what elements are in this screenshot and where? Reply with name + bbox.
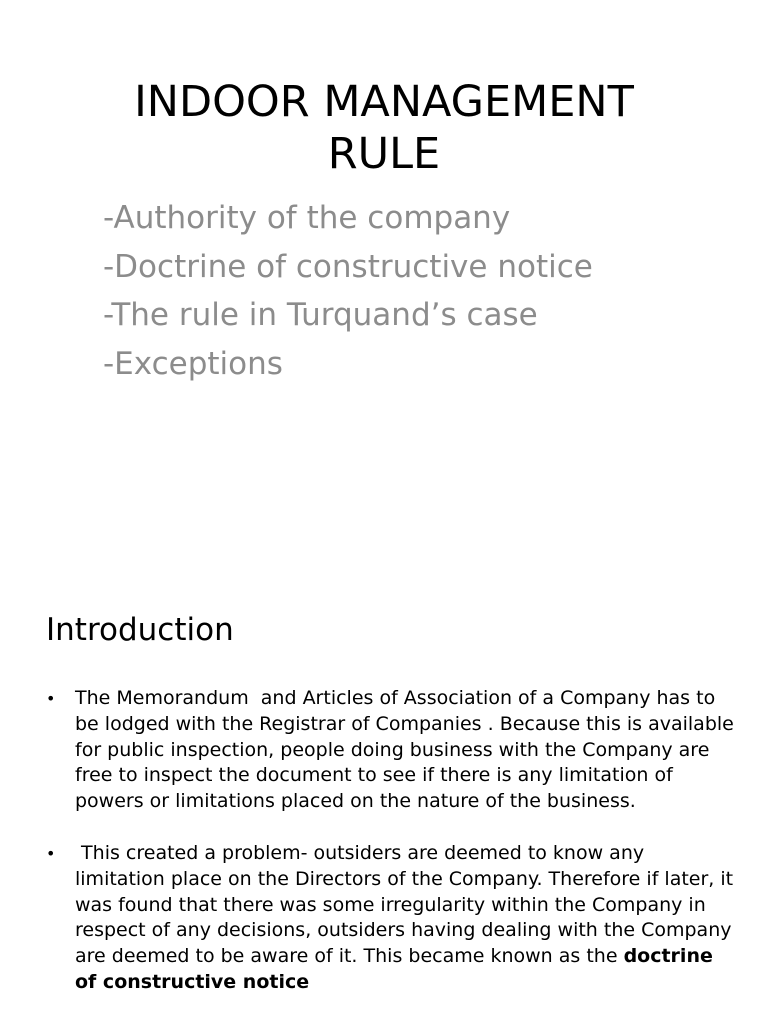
subtitle-item: -Exceptions: [103, 345, 283, 382]
introduction-slide: [0, 576, 768, 1024]
slide-title: [0, 76, 768, 180]
bullet-marker: •: [46, 689, 56, 708]
subtitle-item: -Authority of the company: [103, 200, 511, 236]
bullet-text: The Memorandum and Articles of Association of a Company has to be lodged with the Registrar of Companies . Because this is available for public inspection, people doing business with the Company are free to inspect the document to see if there is any limitation of powers or limitations placed on the nature of the business.: [75, 687, 740, 813]
bullet-text-bold: doctrine of constructive notice: [75, 945, 720, 993]
subtitle-item: -Doctrine of constructive notice: [103, 248, 593, 285]
subtitle-list: [103, 194, 593, 388]
title-line-2: RULE: [327, 129, 441, 179]
bullet-marker: •: [46, 843, 56, 863]
bullet-item: [46, 686, 740, 815]
subtitle-item: -The rule in Turquand’s case: [103, 297, 538, 333]
section-heading: Introduction: [46, 612, 234, 648]
bullet-list: [46, 686, 740, 1022]
bullet-text-regular: This created a problem- outsiders are deemed to know any limitation place on the Directors of the Company. Therefore if later, it was found that there was some irregularity within the Company in respect of any decisions, outsiders having dealing with the Company are deemed to be aware of it. This became known as the: [75, 841, 740, 968]
title-line-1: INDOOR MANAGEMENT: [134, 77, 634, 127]
bullet-item: [46, 841, 740, 996]
bullet-text: [75, 842, 739, 993]
